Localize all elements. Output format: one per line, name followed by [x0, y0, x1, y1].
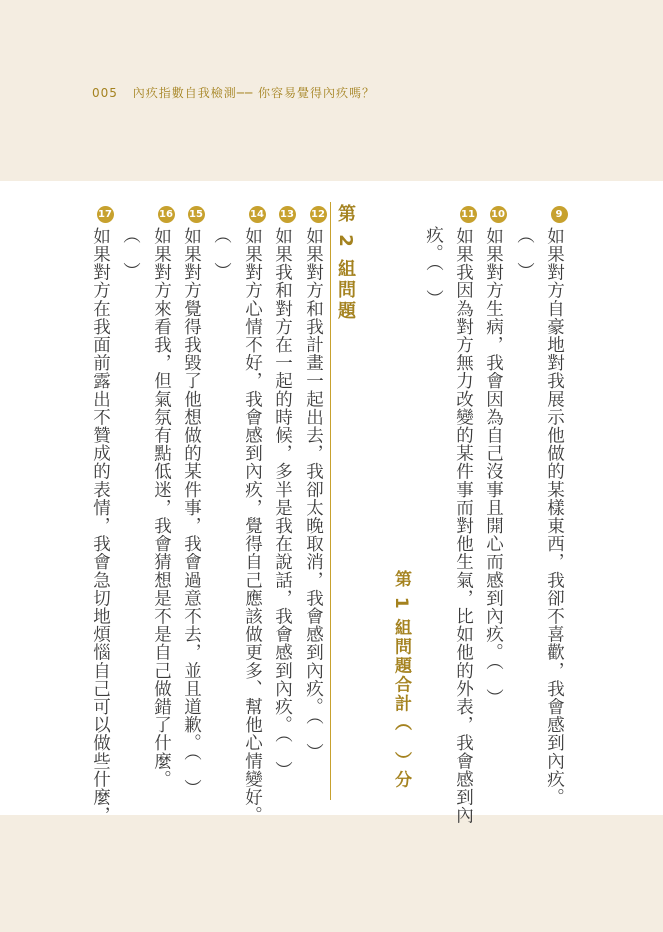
answer-blank: （ ） [514, 226, 535, 281]
group-2-title: 第 2 組問題 [335, 204, 356, 323]
question-12 [304, 206, 327, 761]
question-11-continued: 疚。（ ） [423, 226, 444, 308]
question-text: 如果對方心情不好，我會感到內疚，覺得自己應該做更多、幫他心情變好。 [242, 227, 263, 825]
section-divider [330, 202, 331, 800]
answer-blank: （ ） [120, 226, 141, 281]
page-number: 005 [92, 86, 118, 100]
question-text: 如果對方自豪地對我展示他做的某樣東西，我卻不喜歡，我會感到內疚。 [544, 227, 565, 807]
question-14 [243, 206, 266, 824]
question-9 [545, 206, 568, 806]
question-number-badge: 15 [188, 206, 205, 223]
chapter-title: 內疚指數自我檢測── 你容易覺得內疚嗎？ [132, 86, 375, 100]
question-number-badge: 13 [279, 206, 296, 223]
question-number-badge: 14 [249, 206, 266, 223]
question-10 [484, 206, 507, 707]
question-11 [454, 206, 477, 824]
question-number-badge: 9 [551, 206, 568, 223]
answer-blank: （ ） [211, 226, 232, 281]
question-number-badge: 16 [158, 206, 175, 223]
question-15 [182, 206, 205, 797]
question-16 [152, 206, 175, 788]
question-text: 如果我因為對方無力改變的某件事而對他生氣，比如他的外表，我會感到內 [453, 227, 474, 825]
question-text: 如果對方在我面前露出不贊成的表情，我會急切地煩惱自己可以做些什麼， [90, 227, 111, 825]
question-number-badge: 17 [97, 206, 114, 223]
question-17 [91, 206, 114, 824]
question-number-badge: 11 [460, 206, 477, 223]
question-number-badge: 10 [490, 206, 507, 223]
question-text: 如果對方生病，我會因為自己沒事且開心而感到內疚。（ ） [483, 227, 504, 707]
question-text: 如果對方和我計畫一起出去，我卻太晚取消，我會感到內疚。（ ） [303, 227, 324, 762]
question-text: 如果對方覺得我毀了他想做的某件事，我會過意不去，並且道歉。（ ） [181, 227, 202, 798]
question-text: 如果對方來看我，但氣氛有點低迷，我會猜想是不是自己做錯了什麼。 [151, 227, 172, 789]
question-13 [273, 206, 296, 779]
group-1-total: 第 1 組問題合計（ ）分 [391, 570, 411, 790]
question-number-badge: 12 [310, 206, 327, 223]
question-text: 如果我和對方在一起的時候，多半是我在說話，我會感到內疚。（ ） [272, 227, 293, 780]
running-header [92, 84, 375, 101]
